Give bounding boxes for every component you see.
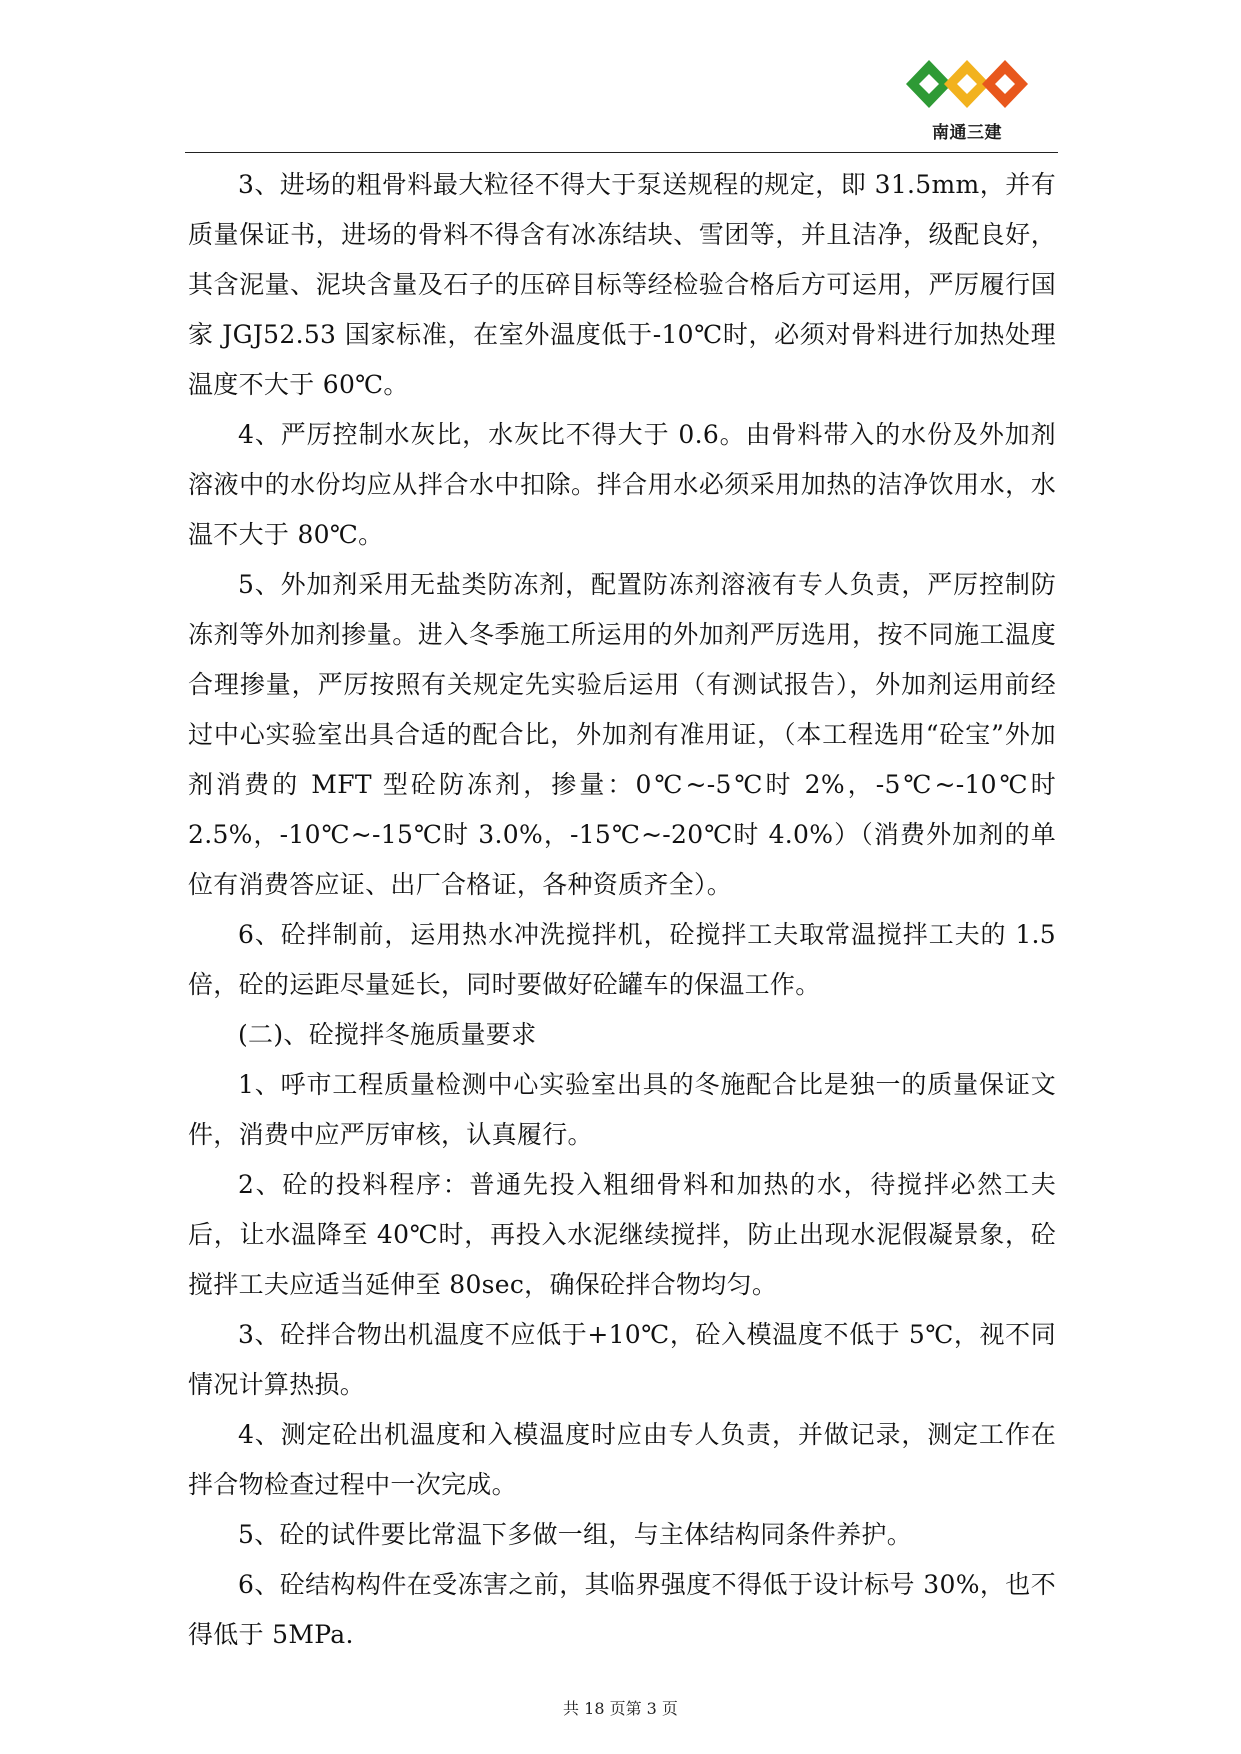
page-footer: 共 18 页第 3 页 xyxy=(563,1699,678,1718)
paragraph-aggregate: 3、进场的粗骨料最大粒径不得大于泵送规程的规定，即 31.5mm，并有质量保证书，进场的骨料不得含有冰冻结块、雪团等，并且洁净，级配良好，其含泥量、泥块含量及石子的压碎目标等经检验合格后方可运用，严厉履行国家 JGJ52.53 国家标准，在室外温度低于-10℃时，必须对骨料进行加热处理温度不大于 60℃。 xyxy=(188,170,1056,399)
document-body xyxy=(188,160,1056,1660)
paragraph-measurement: 4、测定砼出机温度和入模温度时应由专人负责，并做记录，测定工作在拌合物检查过程中一次完成。 xyxy=(188,1420,1056,1499)
paragraph-mix-proportion: 1、呼市工程质量检测中心实验室出具的冬施配合比是独一的质量保证文件，消费中应严厉审核，认真履行。 xyxy=(188,1070,1056,1149)
header-divider xyxy=(185,152,1058,153)
company-logo xyxy=(902,56,1032,142)
paragraph-temperature: 3、砼拌合物出机温度不应低于+10℃，砼入模温度不低于 5℃，视不同情况计算热损。 xyxy=(188,1320,1056,1399)
paragraph-test-specimen: 5、砼的试件要比常温下多做一组，与主体结构同条件养护。 xyxy=(238,1520,913,1549)
logo-diamonds-icon xyxy=(902,56,1032,112)
paragraph-mixing-prep: 6、砼拌制前，运用热水冲洗搅拌机，砼搅拌工夫取常温搅拌工夫的 1.5 倍，砼的运距尽量延长，同时要做好砼罐车的保温工作。 xyxy=(188,920,1056,999)
paragraph-critical-strength: 6、砼结构构件在受冻害之前，其临界强度不得低于设计标号 30%，也不得低于 5MPa. xyxy=(188,1570,1056,1649)
paragraph-admixture: 5、外加剂采用无盐类防冻剂，配置防冻剂溶液有专人负责，严厉控制防冻剂等外加剂掺量。进入冬季施工所运用的外加剂严厉选用，按不同施工温度合理掺量，严厉按照有关规定先实验后运用（有测试报告），外加剂运用前经过中心实验室出具合适的配合比，外加剂有准用证，（本工程选用“砼宝”外加剂消费的 MFT 型砼防冻剂，掺量：0℃~-5℃时 2%，-5℃~-10℃时 2.5%，-10℃~-15℃时 3.0%，-15℃~-20℃时 4.0%）（消费外加剂的单位有消费答应证、出厂合格证，各种资质齐全）。 xyxy=(188,570,1056,899)
section-heading: (二)、砼搅拌冬施质量要求 xyxy=(238,1020,537,1049)
paragraph-water-cement-ratio: 4、严厉控制水灰比，水灰比不得大于 0.6。由骨料带入的水份及外加剂溶液中的水份均应从拌合水中扣除。拌合用水必须采用加热的洁净饮用水，水温不大于 80℃。 xyxy=(188,420,1056,549)
logo-text: 南通三建 xyxy=(932,123,1002,143)
logo-orange-diamond xyxy=(982,60,1028,108)
paragraph-feeding-procedure: 2、砼的投料程序：普通先投入粗细骨料和加热的水，待搅拌必然工夫后，让水温降至 40℃时，再投入水泥继续搅拌，防止出现水泥假凝景象，砼搅拌工夫应适当延伸至 80sec，确保砼拌合物均匀。 xyxy=(188,1170,1056,1299)
